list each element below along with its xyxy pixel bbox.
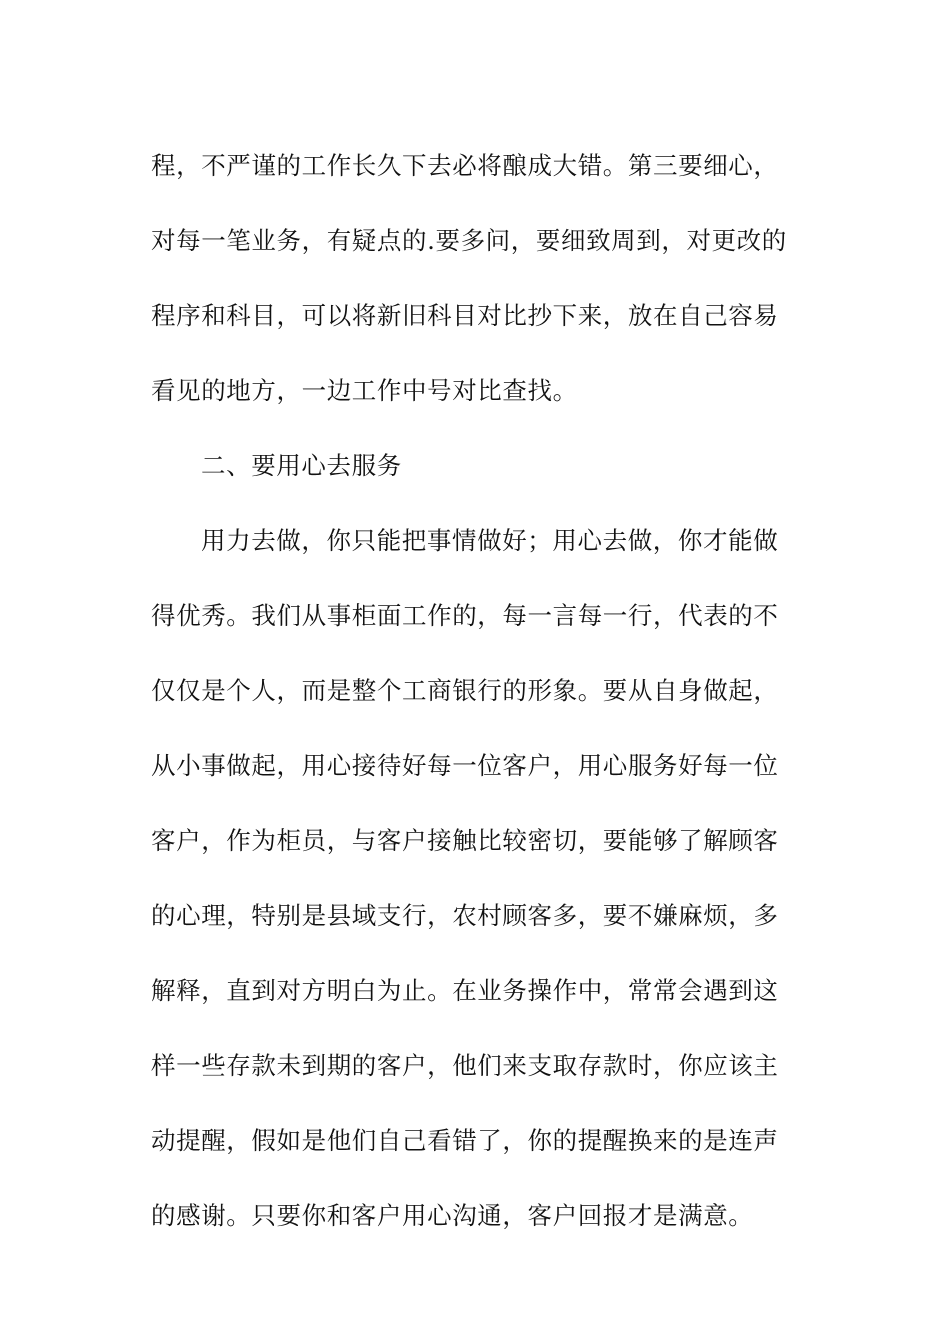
paragraph-first-line: 用力去做，你只能把事情做好；用心去做，你才能做 <box>201 526 779 555</box>
text-line: 的心理，特别是县域支行，农村顾客多，要不嫌麻烦，多 <box>151 901 779 930</box>
document-body <box>151 128 811 1253</box>
text-line: 动提醒，假如是他们自己看错了，你的提醒换来的是连声 <box>151 1126 779 1155</box>
text-line: 对每一笔业务，有疑点的.要多问，要细致周到，对更改的 <box>151 226 787 255</box>
text-line: 程序和科目，可以将新旧科目对比抄下来，放在自己容易 <box>151 301 779 330</box>
text-line: 从小事做起，用心接待好每一位客户，用心服务好每一位 <box>151 751 779 780</box>
text-line: 样一些存款未到期的客户，他们来支取存款时，你应该主 <box>151 1051 779 1080</box>
text-line: 解释，直到对方明白为止。在业务操作中，常常会遇到这 <box>151 976 779 1005</box>
text-line: 看见的地方，一边工作中号对比查找。 <box>151 376 578 405</box>
text-line: 得优秀。我们从事柜面工作的，每一言每一行，代表的不 <box>151 601 779 630</box>
text-line: 仅仅是个人，而是整个工商银行的形象。要从自身做起， <box>151 676 779 705</box>
text-line: 的感谢。只要你和客户用心沟通，客户回报才是满意。 <box>151 1201 754 1230</box>
text-line: 客户，作为柜员，与客户接触比较密切，要能够了解顾客 <box>151 826 779 855</box>
section-heading: 二、要用心去服务 <box>201 451 402 480</box>
text-line: 程，不严谨的工作长久下去必将酿成大错。第三要细心， <box>151 151 779 180</box>
